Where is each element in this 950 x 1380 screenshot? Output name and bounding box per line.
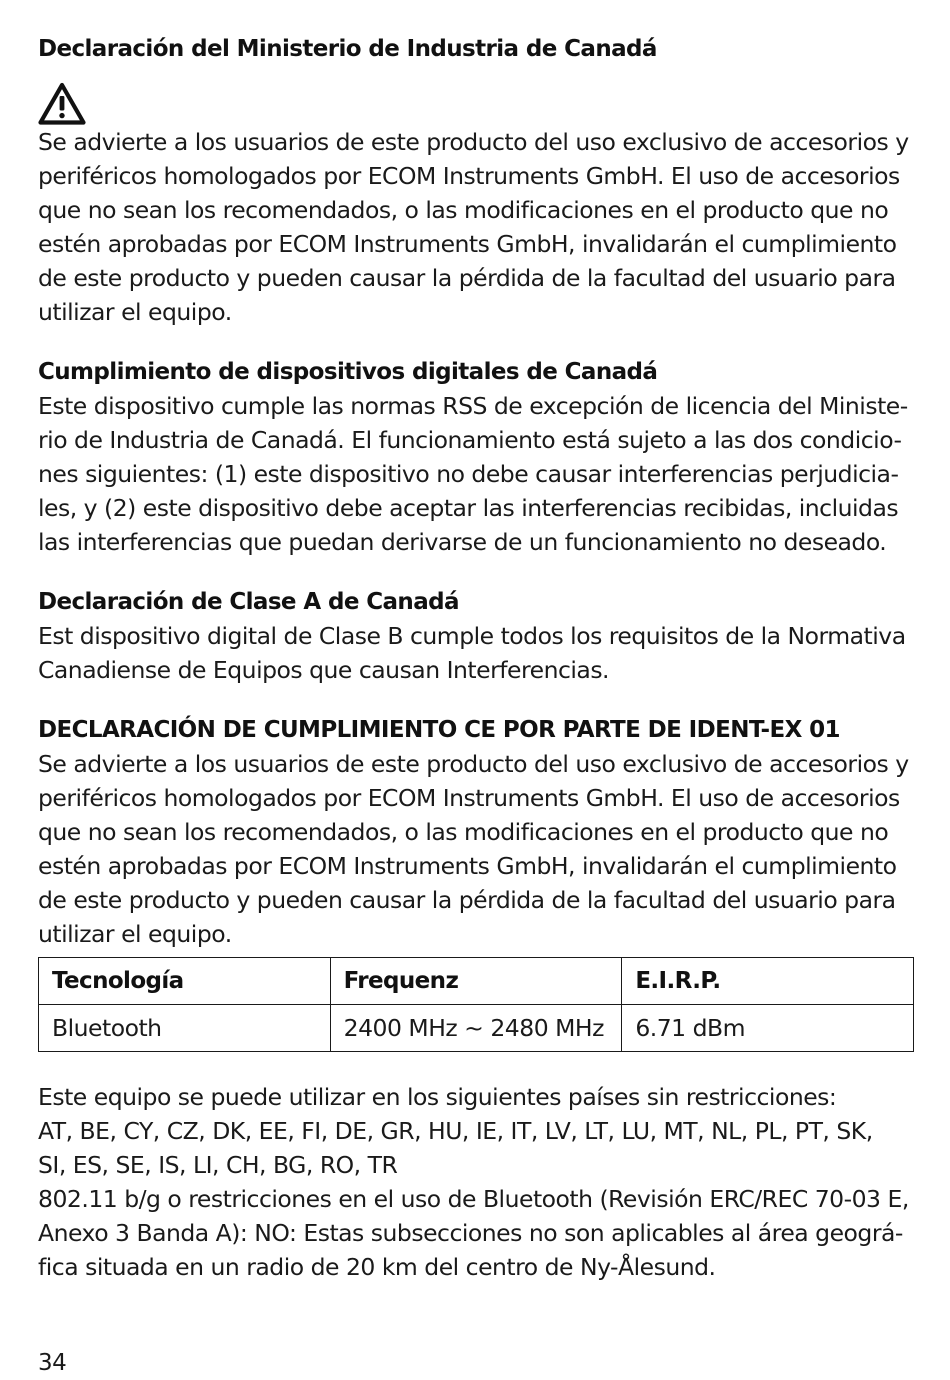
text-line: fica situada en un radio de 20 km del centro de Ny-Ålesund. (38, 1253, 716, 1281)
text-line: Anexo 3 Banda A): NO: Estas subsecciones no son aplicables al área geográ- (38, 1219, 903, 1247)
text-line: Est dispositivo digital de Clase B cumple todos los requisitos de la Normativa (38, 622, 906, 650)
cell-frequency: 2400 MHz ~ 2480 MHz (330, 1005, 622, 1052)
text-line: Canadiense de Equipos que causan Interferencias. (38, 656, 610, 684)
section-body-countries (38, 1080, 914, 1284)
text-line: les, y (2) este dispositivo debe aceptar las interferencias recibidas, incluidas (38, 494, 899, 522)
text-line: utilizar el equipo. (38, 920, 232, 948)
warning-triangle-icon (38, 82, 86, 126)
section-body-industry-canada (38, 125, 914, 329)
cell-technology: Bluetooth (39, 1005, 331, 1052)
table-row (39, 1005, 914, 1052)
text-line: estén aprobadas por ECOM Instruments GmbH, invalidarán el cumplimiento (38, 230, 897, 258)
text-line: que no sean los recomendados, o las modificaciones en el producto que no (38, 196, 889, 224)
text-line: 802.11 b/g o restricciones en el uso de Bluetooth (Revisión ERC/REC 70-03 E, (38, 1185, 909, 1213)
section-heading-industry-canada: Declaración del Ministerio de Industria de Canadá (38, 36, 657, 62)
section-body-digital-devices (38, 389, 914, 559)
column-header-technology: Tecnología (39, 958, 331, 1005)
text-line: AT, BE, CY, CZ, DK, EE, FI, DE, GR, HU, IE, IT, LV, LT, LU, MT, NL, PL, PT, SK, (38, 1117, 873, 1145)
text-line: Se advierte a los usuarios de este producto del uso exclusivo de accesorios y (38, 750, 909, 778)
text-line: nes siguientes: (1) este dispositivo no debe causar interferencias perjudicia- (38, 460, 899, 488)
text-line: SI, ES, SE, IS, LI, CH, BG, RO, TR (38, 1151, 398, 1179)
cell-eirp: 6.71 dBm (622, 1005, 914, 1052)
text-line: utilizar el equipo. (38, 298, 232, 326)
text-line: periféricos homologados por ECOM Instruments GmbH. El uso de accesorios (38, 784, 900, 812)
spec-table (38, 957, 914, 1052)
text-line: de este producto y pueden causar la pérdida de la facultad del usuario para (38, 886, 896, 914)
text-line: estén aprobadas por ECOM Instruments GmbH, invalidarán el cumplimiento (38, 852, 897, 880)
text-line: Este equipo se puede utilizar en los siguientes países sin restricciones: (38, 1083, 837, 1111)
table-header-row (39, 958, 914, 1005)
section-heading-ce-declaration: DECLARACIÓN DE CUMPLIMIENTO CE POR PARTE DE IDENT-EX 01 (38, 717, 840, 743)
text-line: periféricos homologados por ECOM Instruments GmbH. El uso de accesorios (38, 162, 900, 190)
page-number: 34 (38, 1350, 67, 1376)
section-heading-class-a: Declaración de Clase A de Canadá (38, 589, 459, 615)
text-line: rio de Industria de Canadá. El funcionamiento está sujeto a las dos condicio- (38, 426, 902, 454)
document-page (38, 0, 914, 1284)
text-line: las interferencias que puedan derivarse de un funcionamiento no deseado. (38, 528, 887, 556)
column-header-eirp: E.I.R.P. (622, 958, 914, 1005)
text-line: que no sean los recomendados, o las modificaciones en el producto que no (38, 818, 889, 846)
section-body-class-a (38, 619, 914, 687)
text-line: Este dispositivo cumple las normas RSS de excepción de licencia del Ministe- (38, 392, 908, 420)
text-line: Se advierte a los usuarios de este producto del uso exclusivo de accesorios y (38, 128, 909, 156)
column-header-frequency: Frequenz (330, 958, 622, 1005)
section-body-ce-declaration (38, 747, 914, 951)
section-heading-digital-devices: Cumplimiento de dispositivos digitales de Canadá (38, 359, 658, 385)
text-line: de este producto y pueden causar la pérdida de la facultad del usuario para (38, 264, 896, 292)
